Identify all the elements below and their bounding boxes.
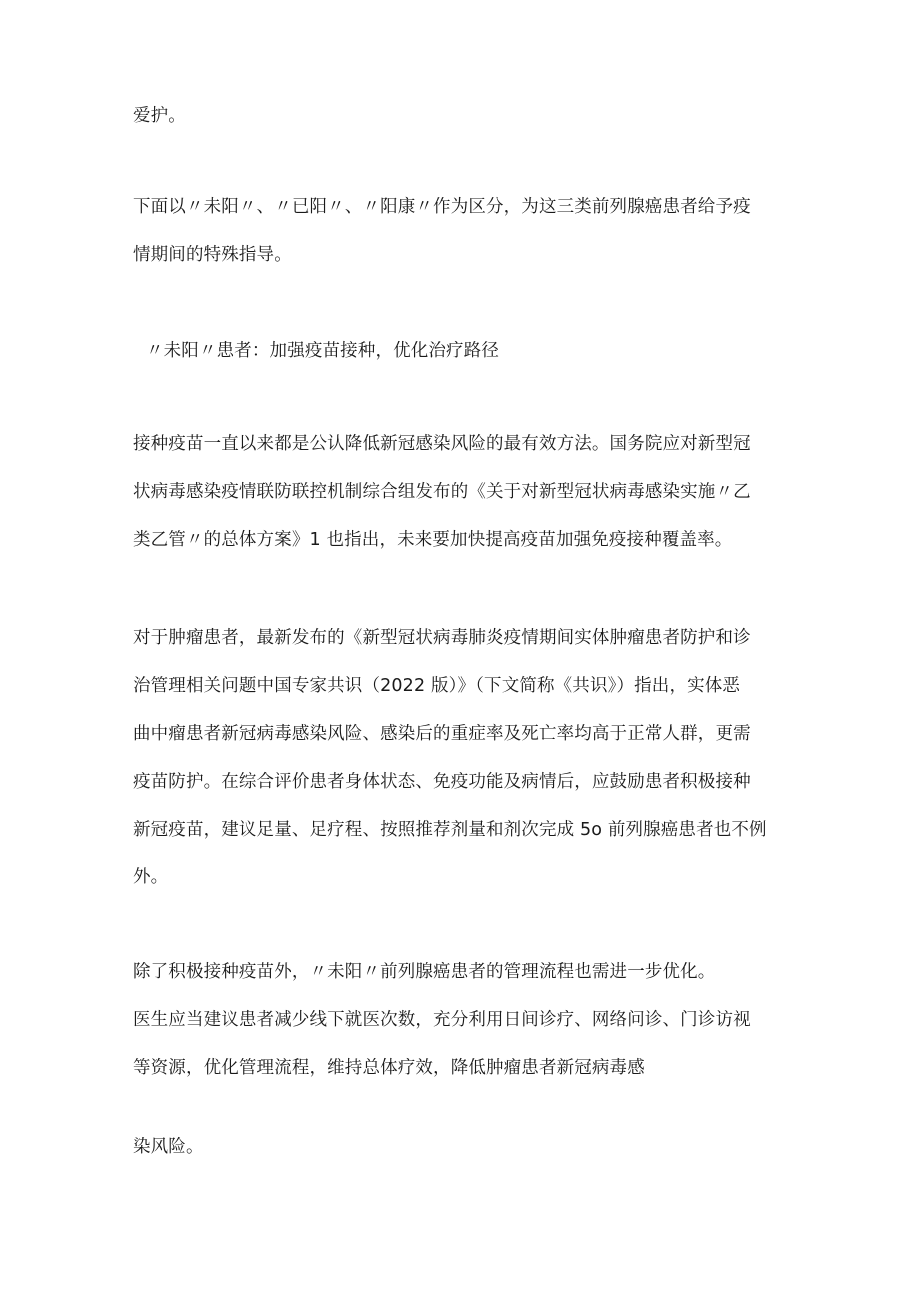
paragraph-line: 疫苗防护。在综合评价患者身体状态、免疫功能及病情后，应鼓励患者积极接种 bbox=[133, 772, 751, 792]
paragraph-line: 接种疫苗一直以来都是公认降低新冠感染风险的最有效方法。国务院应对新型冠 bbox=[133, 434, 751, 454]
paragraph-line: 染风险。 bbox=[133, 1137, 204, 1157]
paragraph-line: 治管理相关问题中国专家共识（2022 版）》（下文简称《共识》）指出，实体恶 bbox=[133, 676, 741, 696]
paragraph-line: 爱护。 bbox=[133, 106, 186, 126]
paragraph-line: 外。 bbox=[133, 867, 169, 887]
paragraph-line: 类乙管〃的总体方案》1 也指出，未来要加快提高疫苗加强免疫接种覆盖率。 bbox=[133, 530, 733, 550]
paragraph-line: 医生应当建议患者减少线下就医次数，充分利用日间诊疗、网络问诊、门诊访视 bbox=[133, 1010, 751, 1030]
paragraph-line: 状病毒感染疫情联防联控机制综合组发布的《关于对新型冠状病毒感染实施〃乙 bbox=[133, 482, 751, 502]
paragraph-line: 等资源，优化管理流程，维持总体疗效，降低肿瘤患者新冠病毒感 bbox=[133, 1058, 645, 1078]
paragraph-line: 下面以〃未阳〃、〃已阳〃、〃阳康〃作为区分，为这三类前列腺癌患者给予疫 bbox=[133, 197, 751, 217]
paragraph-line: 新冠疫苗，建议足量、足疗程、按照推荐剂量和剂次完成 5o 前列腺癌患者也不例 bbox=[133, 820, 767, 840]
paragraph-line: 情期间的特殊指导。 bbox=[133, 245, 292, 265]
paragraph-line: 除了积极接种疫苗外，〃未阳〃前列腺癌患者的管理流程也需进一步优化。 bbox=[133, 962, 716, 982]
paragraph-line: 对于肿瘤患者，最新发布的《新型冠状病毒肺炎疫情期间实体肿瘤患者防护和诊 bbox=[133, 628, 751, 648]
paragraph-line: 曲中瘤患者新冠病毒感染风险、感染后的重症率及死亡率均高于正常人群，更需 bbox=[133, 724, 751, 744]
section-heading: 〃未阳〃患者：加强疫苗接种，优化治疗路径 bbox=[146, 341, 499, 361]
